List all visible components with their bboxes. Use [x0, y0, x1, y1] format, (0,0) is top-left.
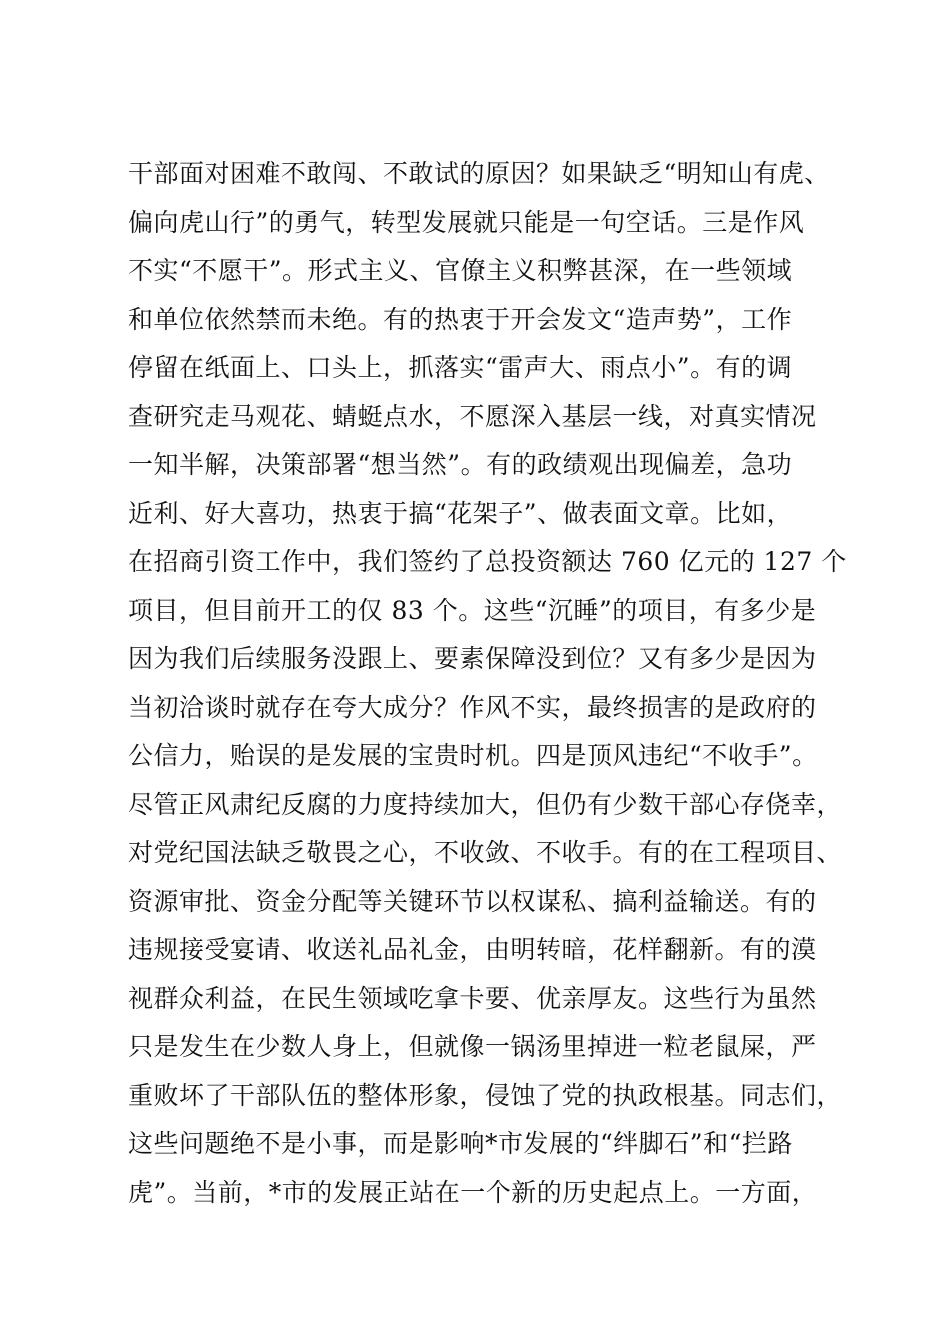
text-line: 项目，但目前开工的仅 83 个。这些“沉睡”的项目，有多少是	[128, 595, 817, 625]
text-line: 视群众利益，在民生领域吃拿卡要、优亲厚友。这些行为虽然	[128, 983, 817, 1013]
text-line: 这些问题绝不是小事，而是影响*市发展的“绊脚石”和“拦路	[128, 1129, 793, 1158]
text-line: 尽管正风肃纪反腐的力度持续加大，但仍有少数干部心存侥幸，	[128, 789, 843, 819]
text-line: 停留在纸面上、口头上，抓落实“雷声大、雨点小”。有的调	[128, 353, 793, 382]
text-line: 干部面对困难不敢闯、不敢试的原因？如果缺乏“明知山有虎、	[128, 159, 830, 188]
text-line: 资源审批、资金分配等关键环节以权谋私、搞利益输送。有的	[128, 886, 817, 916]
text-line: 一知半解，决策部署“想当然”。有的政绩观出现偏差，急功	[128, 450, 793, 479]
text-line: 偏向虎山行”的勇气，转型发展就只能是一句空话。三是作风	[128, 207, 805, 237]
text-line: 重败坏了干部队伍的整体形象，侵蚀了党的执政根基。同志们，	[128, 1080, 843, 1110]
text-line: 违规接受宴请、收送礼品礼金，由明转暗，花样翻新。有的漠	[128, 935, 817, 964]
text-line: 对党纪国法缺乏敬畏之心，不收敛、不收手。有的在工程项目、	[128, 838, 843, 867]
text-line: 只是发生在少数人身上，但就像一锅汤里掉进一粒老鼠屎，严	[128, 1032, 817, 1061]
text-line: 公信力，贻误的是发展的宝贵时机。四是顶风违纪“不收手”。	[128, 741, 818, 770]
text-line: 虎”。当前，*市的发展正站在一个新的历史起点上。一方面，	[128, 1177, 818, 1207]
text-line: 因为我们后续服务没跟上、要素保障没到位？又有多少是因为	[128, 644, 817, 673]
text-line: 当初洽谈时就存在夸大成分？作风不实，最终损害的是政府的	[128, 692, 817, 722]
text-line: 近利、好大喜功，热衷于搞“花架子”、做表面文章。比如，	[128, 498, 793, 528]
text-line: 不实“不愿干”。形式主义、官僚主义积弊甚深，在一些领域	[128, 256, 793, 285]
body-paragraph	[128, 150, 858, 1217]
text-line: 和单位依然禁而未绝。有的热衷于开会发文“造声势”，工作	[128, 304, 793, 334]
text-line: 查研究走马观花、蜻蜓点水，不愿深入基层一线，对真实情况	[128, 401, 817, 431]
text-line: 在招商引资工作中，我们签约了总投资额达 760 亿元的 127 个	[128, 547, 847, 576]
